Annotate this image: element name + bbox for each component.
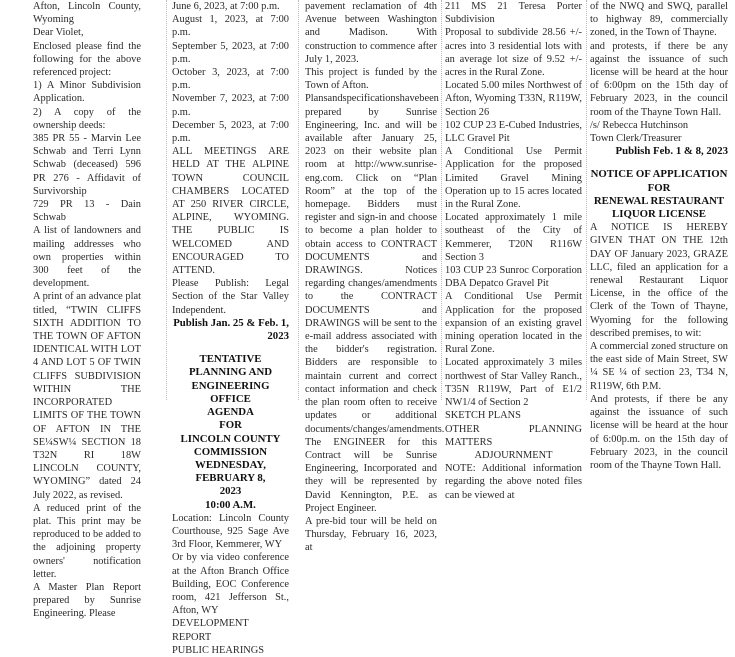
paragraph: This project is funded by the Town of Afton. xyxy=(305,67,437,92)
notice-heading: AGENDA xyxy=(207,406,254,419)
paragraph: A list of landowners and mailing addresses who own properties within 300 feet of the development. xyxy=(33,225,141,290)
paragraph: Plansandspecificationshavebeen prepared by Sunrise Engineering, Inc. and will be available after January 25, 2023 on their website plan room at http://www.sunrise-eng.com. Click on “Plan Room” at the top of the homepage. Bidders must register and sign-in and choose to become a plan holder to obtain access to CONTRACT DOCUMENTS and DRAWINGS. Notices regarding changes/amendments to the CONTRACT DOCUMENTS and DRAWINGS will be sent to the e-mail address associated with the bidder's registration. Bidders are responsible to maintain current and correct contact information and check the plan room often to receive updates or additional documents/changes/amendments. The ENGINEER for this Contract will be Sunrise Engineering, Incorporated and they will be represented by David Kennington, P.E. as Project Engineer. xyxy=(305,93,445,514)
publish-date-line: Publish Jan. 25 & Feb. 1, 2023 xyxy=(173,316,289,343)
notice-heading: 2023 xyxy=(219,485,242,498)
paragraph: Afton, Lincoln County, Wyoming xyxy=(33,1,141,26)
column-divider xyxy=(586,0,587,400)
centered-line: ADJOURNMENT xyxy=(474,449,553,461)
notice-heading: TENTATIVE xyxy=(199,353,262,366)
notice-heading: RENEWAL RESTAURANT xyxy=(593,194,725,207)
paragraph: And protests, if there be any against the issuance of such license will be heard at the hour of 6:00p.m. on the 15th day of February 2023, in the council room of the Thayne Town Hall. xyxy=(590,393,728,471)
legal-notice-column-3 xyxy=(305,0,445,555)
notice-heading: ENGINEERING OFFICE xyxy=(191,379,270,405)
paragraph: pavement reclamation of 4th Avenue between Washington and Madison. With construction to commence after July 1, 2023. xyxy=(305,1,437,65)
spacer xyxy=(172,343,289,353)
notice-heading: FOR xyxy=(647,181,671,194)
paragraph: Dear Violet, xyxy=(33,27,84,39)
paragraph: 729 PR 13 - Dain Schwab xyxy=(33,199,141,224)
paragraph: and protests, if there be any against the issuance of such license will be heard at the hour of 6:00pm on the 15th day of February 2023, in the council room of the Thayne Town Hall. xyxy=(590,40,728,118)
paragraph: June 6, 2023, at 7:00 p.m. xyxy=(172,1,280,12)
legal-notice-column-5 xyxy=(590,0,728,472)
paragraph: /s/ Rebecca Hutchinson xyxy=(590,119,689,131)
paragraph: A Conditional Use Permit Application for the proposed expansion of an existing gravel mining operation located in the Rural Zone. xyxy=(445,291,582,356)
paragraph: PUBLIC HEARINGS xyxy=(172,644,265,656)
paragraph: Please Publish: Legal Section of the Star Valley Independent. xyxy=(172,278,289,316)
paragraph: Located approximately 3 miles northwest of Star Valley Ranch., T35N R119W, Part of E1/2 NW1/4 of Section 2 xyxy=(445,357,582,409)
column-divider xyxy=(441,0,442,400)
paragraph: A pre-bid tour will be held on Thursday, February 16, 2023, at xyxy=(305,515,437,554)
publish-date-line: Publish Feb. 1 & 8, 2023 xyxy=(615,145,728,158)
paragraph: A reduced print of the plat. This print may be reproduced to be added to the adjoining property owners' notification letter. xyxy=(33,502,141,580)
paragraph: Located 5.00 miles Northwest of Afton, Wyoming T33N, R119W, Section 26 xyxy=(445,80,582,118)
legal-notice-column-2 xyxy=(172,0,289,657)
legal-notice-column-1 xyxy=(33,0,141,621)
paragraph: October 3, 2023, at 7:00 p.m. xyxy=(172,67,289,92)
paragraph: A Conditional Use Permit Application for the proposed Limited Gravel Mining Operation up to 15 acres located in the Rural Zone. xyxy=(445,146,582,211)
paragraph: A Master Plan Report prepared by Sunrise Engineering. Please xyxy=(33,581,141,620)
paragraph: 103 CUP 23 Sunroc Corporation DBA Depatco Gravel Pit xyxy=(445,265,582,290)
spacer xyxy=(590,158,728,168)
notice-heading: COMMISSION xyxy=(193,445,268,458)
paragraph: August 1, 2023, at 7:00 p.m. xyxy=(172,14,289,39)
paragraph: 211 MS 21 Teresa Porter Subdivision xyxy=(445,1,582,26)
paragraph: A NOTICE IS HEREBY GIVEN THAT ON THE 12th DAY OF January 2023, GRAZE LLC, filed an application for a renewal Restaurant Liquor License, in the office of the Clerk of the Town of Thayne, Wyoming for the following described premises, to wit: xyxy=(590,222,728,339)
paragraph: November 7, 2023, at 7:00 p.m. xyxy=(172,93,289,118)
paragraph: September 5, 2023, at 7:00 p.m. xyxy=(172,40,289,65)
paragraph: Town Clerk/Treasurer xyxy=(590,133,682,145)
paragraph: ALL MEETINGS ARE HELD AT THE ALPINE TOWN COUNCIL CHAMBERS LOCATED AT 250 RIVER CIRCLE, ALPINE, WYOMING. THE PUBLIC IS WELCOMED AND ENCOURAGED TO ATTEND. xyxy=(172,146,289,277)
paragraph: NOTE: Additional information regarding the above noted files can be viewed at xyxy=(445,463,582,501)
paragraph: A commercial zoned structure on the east side of Main Street, SW ¼ SE ¼ of section 23, T34 N, R119W, 6th P.M. xyxy=(590,341,728,392)
paragraph: Enclosed please find the following for the above referenced project: xyxy=(33,40,141,79)
paragraph: Located approximately 1 mile southeast of the City of Kemmerer, T20N R116W Section 3 xyxy=(445,212,582,263)
notice-heading: WEDNESDAY, FEBRUARY 8, xyxy=(195,458,266,485)
paragraph: 385 PR 55 - Marvin Lee Schwab and Terri Lynn Schwab (deceased) 596 PR 276 - Affidavit of Survivorship xyxy=(33,133,141,197)
notice-heading: NOTICE OF APPLICATION xyxy=(590,168,728,181)
paragraph: December 5, 2023, at 7:00 p.m. xyxy=(172,119,289,145)
paragraph: 1) A Minor Subdivision Application. xyxy=(33,80,141,105)
column-divider xyxy=(298,0,299,400)
paragraph: of the NWQ and SWQ, parallel to highway 89, commercially zoned, in the Town of Thayne. xyxy=(590,1,728,39)
paragraph: SKETCH PLANS xyxy=(445,410,521,422)
paragraph: OTHER PLANNING MATTERS xyxy=(445,423,582,448)
paragraph: Or by via video conference at the Afton Branch Office Building, EOC Conference room, 421 Jefferson St., Afton, WY xyxy=(172,552,289,617)
notice-heading: PLANNING AND xyxy=(188,366,273,379)
paragraph: DEVELOPMENT REPORT xyxy=(172,618,249,643)
paragraph: A print of an advance plat titled, “TWIN CLIFFS SIXTH ADDITION TO THE TOWN OF AFTON IDENTICAL WITH LOT 4 AND LOT 5 OF TWIN CLIFFS SUBDIVISION WITHIN THE INCORPORATED LIMITS OF THE TOWN OF AFTON IN THE SE¼SW¼ SECTION 18 T32N RI 18W LINCOLN COUNTY, WYOMING” dated 24 July 2022, as revised. xyxy=(33,291,141,501)
notice-heading: LIQUOR LICENSE xyxy=(612,208,706,221)
notice-heading: LINCOLN COUNTY xyxy=(180,432,281,445)
paragraph: 2) A copy of the ownership deeds: xyxy=(33,106,141,131)
column-divider xyxy=(166,0,167,400)
notice-heading: 10:00 A.M. xyxy=(205,498,256,511)
paragraph: Proposal to subdivide 28.56 +/- acres into 3 residential lots with an average lot size of 9.52 +/- acres in the Rural Zone. xyxy=(445,27,582,79)
paragraph: 102 CUP 23 E-Cubed Industries, LLC Gravel Pit xyxy=(445,119,582,145)
paragraph: Location: Lincoln County Courthouse, 925 Sage Ave 3rd Floor, Kemmerer, WY xyxy=(172,512,289,551)
legal-notice-column-4 xyxy=(445,0,582,502)
notice-heading: FOR xyxy=(219,419,242,432)
